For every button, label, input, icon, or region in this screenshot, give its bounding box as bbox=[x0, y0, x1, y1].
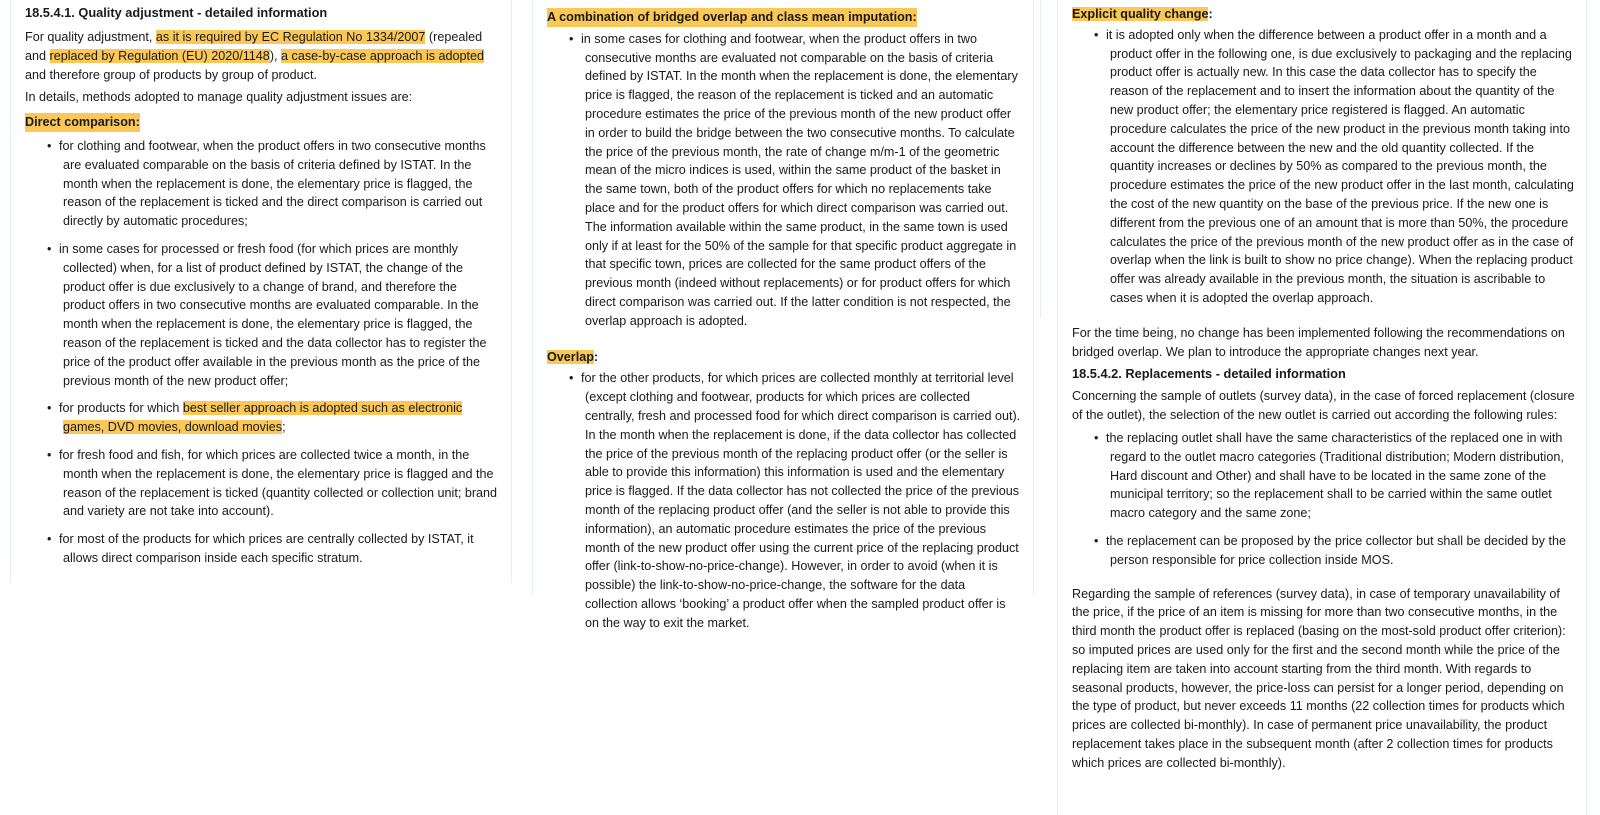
bullet-icon: • bbox=[47, 532, 52, 547]
outlets-paragraph: Concerning the sample of outlets (survey data), in the case of forced replacement (closure of the outlet), the selection of the new outlet is carried out according the following rules: bbox=[1072, 389, 1575, 423]
list-item bbox=[1094, 532, 1576, 570]
list-item-text: for fresh food and fish, for which prices are collected twice a month, in the month when the replacement is done, the elementary price is flagged and the reason of the replacement is ticked (quantity collected or collection unit; brand and variety are not take into account). bbox=[59, 447, 498, 519]
list-item-text bbox=[59, 399, 499, 437]
divider bbox=[1040, 0, 1051, 318]
bullet-icon: • bbox=[47, 401, 52, 416]
list-item bbox=[569, 369, 1021, 632]
list-item-text: the replacement can be proposed by the price collector but shall be decided by the person responsible for price collection inside MOS. bbox=[1106, 533, 1566, 567]
time-being-paragraph: For the time being, no change has been implemented following the recommendations on bridged overlap. We plan to introduce the appropriate changes next year. bbox=[1072, 325, 1565, 359]
intro-text: For quality adjustment, bbox=[25, 30, 156, 44]
list-item bbox=[47, 399, 499, 437]
direct-comparison-list bbox=[25, 137, 499, 568]
explicit-quality-label bbox=[1072, 5, 1213, 24]
overlap-label-text: Overlap bbox=[547, 349, 594, 364]
text: ; bbox=[282, 420, 286, 435]
list-item bbox=[569, 30, 1021, 331]
bullet-icon: • bbox=[1094, 430, 1099, 445]
overlap-label bbox=[547, 348, 598, 367]
highlight: a case-by-case approach is adopted bbox=[281, 48, 485, 63]
bullet-icon: • bbox=[47, 241, 52, 256]
highlight: replaced by Regulation (EU) 2020/1148 bbox=[49, 48, 270, 63]
bullet-icon: • bbox=[1094, 27, 1099, 42]
list-item bbox=[47, 530, 499, 568]
explicit-label-text: Explicit quality change bbox=[1072, 7, 1209, 21]
references-paragraph: Regarding the sample of references (survey data), in case of temporary unavailability of the price, if the price of an item is missing for more than two consecutive months, in the third month the product offer is replaced (basing on the most-sold product offer criterion): so imputed prices are used only for the first and the second month while the price of the replacing item are taken into account starting from the third month. With regards to seasonal products, however, the price-loss can persist for a longer period, depending on the type of product, but never exceeds 11 months (22 collection times for products which prices are collected bi-monthly). In case of permanent price unavailability, the product replacement takes place in the subsequent month (after 2 collection times for products which prices are collected bi-monthly). bbox=[1072, 586, 1566, 770]
list-item-text: in some cases for processed or fresh food (for which prices are monthly collected) when, for a list of product defined by ISTAT, the change of the product offer is due exclusively to a change of brand, and therefore the product offers in two consecutive months are evaluated comparable. In the month when the replacement is done, the elementary price is flagged, the reason of the replacement is ticked and the data collector has to register the price of the product offer available in the previous month as the price of the previous month of the new product offer; bbox=[59, 241, 487, 388]
intro-text: (repealed and bbox=[25, 30, 483, 63]
list-item bbox=[47, 137, 499, 231]
intro-text: ), bbox=[269, 48, 282, 63]
intro-paragraph bbox=[25, 28, 499, 84]
list-item-text: for most of the products for which prices are centrally collected by ISTAT, it allows direct comparison inside each specific stratum. bbox=[59, 532, 474, 565]
list-item-text: it is adopted only when the difference between a product offer in a month and a product offer in the following one, is due exclusively to packaging and the replacing product offer is actually new. In this case the data collector has to specify the reason of the replacement and to insert the information about the quantity of the new product offer; the elementary price registered is flagged. An automatic procedure calculates the price of the new product in the previous month taking into account the difference between the new and the old quantity collected. If the quantity increases or declines by 50% as compared to the previous month, the procedure estimates the price of the new product offer in the last month, calculating the cost of the new quantity on the base of the previous price. If the new one is different from the previous one of an amount that is more than 50%, the procedure calculates the price of the previous month of the new product offer as in the case of overlap when the link is built to show no price change). When the replacing product offer was already available in the previous month, the situation is ascribable to cases when it is adopted the overlap approach. bbox=[1106, 27, 1574, 305]
combination-list bbox=[547, 30, 1021, 331]
explicit-list bbox=[1072, 26, 1576, 308]
list-item bbox=[47, 446, 499, 521]
list-item-text: the replacing outlet shall have the same characteristics of the replaced one in with regard to the outlet macro categories (Traditional distribution; Modern distribution, Hard discount and Other) and shall have to be located in the same zone of the municipal territory; so the replacement shall to be carried within the same outlet macro category and the same zone; bbox=[1106, 430, 1564, 521]
details-paragraph: In details, methods adopted to manage quality adjustment issues are: bbox=[25, 90, 413, 105]
list-item bbox=[47, 240, 499, 390]
section-heading: 18.5.4.1. Quality adjustment - detailed information bbox=[25, 5, 328, 20]
highlight: best seller approach is adopted such as electronic games, DVD movies, download movies bbox=[63, 401, 463, 435]
bullet-icon: • bbox=[47, 447, 52, 462]
list-item-text: for the other products, for which prices are collected monthly at territorial level (except clothing and footwear, products for which prices are collected centrally, fresh and processed food for which direct comparison is carried out). In the month when the replacement is done, if the data collector has collected the price of the previous month of the replacing product offer (or the seller is able to provide this information) this information is used and the elementary price is flagged. If the data collector has not collected the price of the previous month of the replacing product offer (and the seller is not able to provide this information), an automatic procedure estimates the price of the previous month of the new product offer using the current price of the replacing product offer (link-to-show-no-price-change). However, in order to avoid (when it is possible) the link-to-show-no-price-change, the software for the data collection allows ‘booking’ a product offer when the sampled product offer is on the way to exit the market. bbox=[581, 371, 1021, 630]
combination-label: A combination of bridged overlap and class mean imputation: bbox=[547, 8, 917, 27]
bullet-icon: • bbox=[47, 138, 52, 153]
list-item-text: in some cases for clothing and footwear, when the product offers in two consecutive months are evaluated not comparable on the basis of criteria defined by ISTAT. In the month when the replacement is done, the elementary price is flagged, the reason of the replacement is ticked and an automatic procedure estimates the price of the previous month of the new product offer in order to build the bridge between the two consecutive months. To calculate the price of the previous month, the rate of change m/m-1 of the geometric mean of the micro indices is used, within the same product of the basket in the same town, both of the product offers for which no replacements take place and for the product offers for which direct comparison was carried out. The information available within the same product, in the same town is used only if at least for the 50% of the sample for that specific product aggregate in that specific town, prices are collected for the same product offers of the previous month (indeed without replacements) or for product offers for which direct comparison was carried out. If the latter condition is not respected, the overlap approach is adopted. bbox=[581, 31, 1018, 328]
list-item bbox=[1094, 26, 1576, 308]
text: for products for which bbox=[59, 401, 183, 416]
direct-comparison-label: Direct comparison: bbox=[25, 113, 140, 132]
column-explicit-quality bbox=[1057, 0, 1587, 815]
highlight: as it is required by EC Regulation No 1334/2007 bbox=[155, 30, 426, 44]
bullet-icon: • bbox=[569, 371, 574, 386]
list-item-text: for clothing and footwear, when the product offers in two consecutive months are evaluated comparable on the basis of criteria defined by ISTAT. In the month when the replacement is done, the elementary price is flagged, the reason of the replacement is ticked and the direct comparison is carried out directly by automatic procedures; bbox=[59, 138, 486, 229]
bullet-icon: • bbox=[569, 31, 574, 46]
colon: : bbox=[1208, 7, 1213, 21]
overlap-list bbox=[547, 369, 1021, 632]
column-bridged-overlap bbox=[532, 0, 1034, 630]
colon: : bbox=[593, 349, 599, 364]
column-quality-adjustment bbox=[10, 0, 512, 583]
section-heading: 18.5.4.2. Replacements - detailed information bbox=[1072, 366, 1346, 382]
intro-text: and therefore group of products by group of product. bbox=[25, 67, 317, 82]
list-item bbox=[1094, 429, 1576, 523]
rules-list bbox=[1072, 429, 1576, 570]
bullet-icon: • bbox=[1094, 533, 1099, 548]
